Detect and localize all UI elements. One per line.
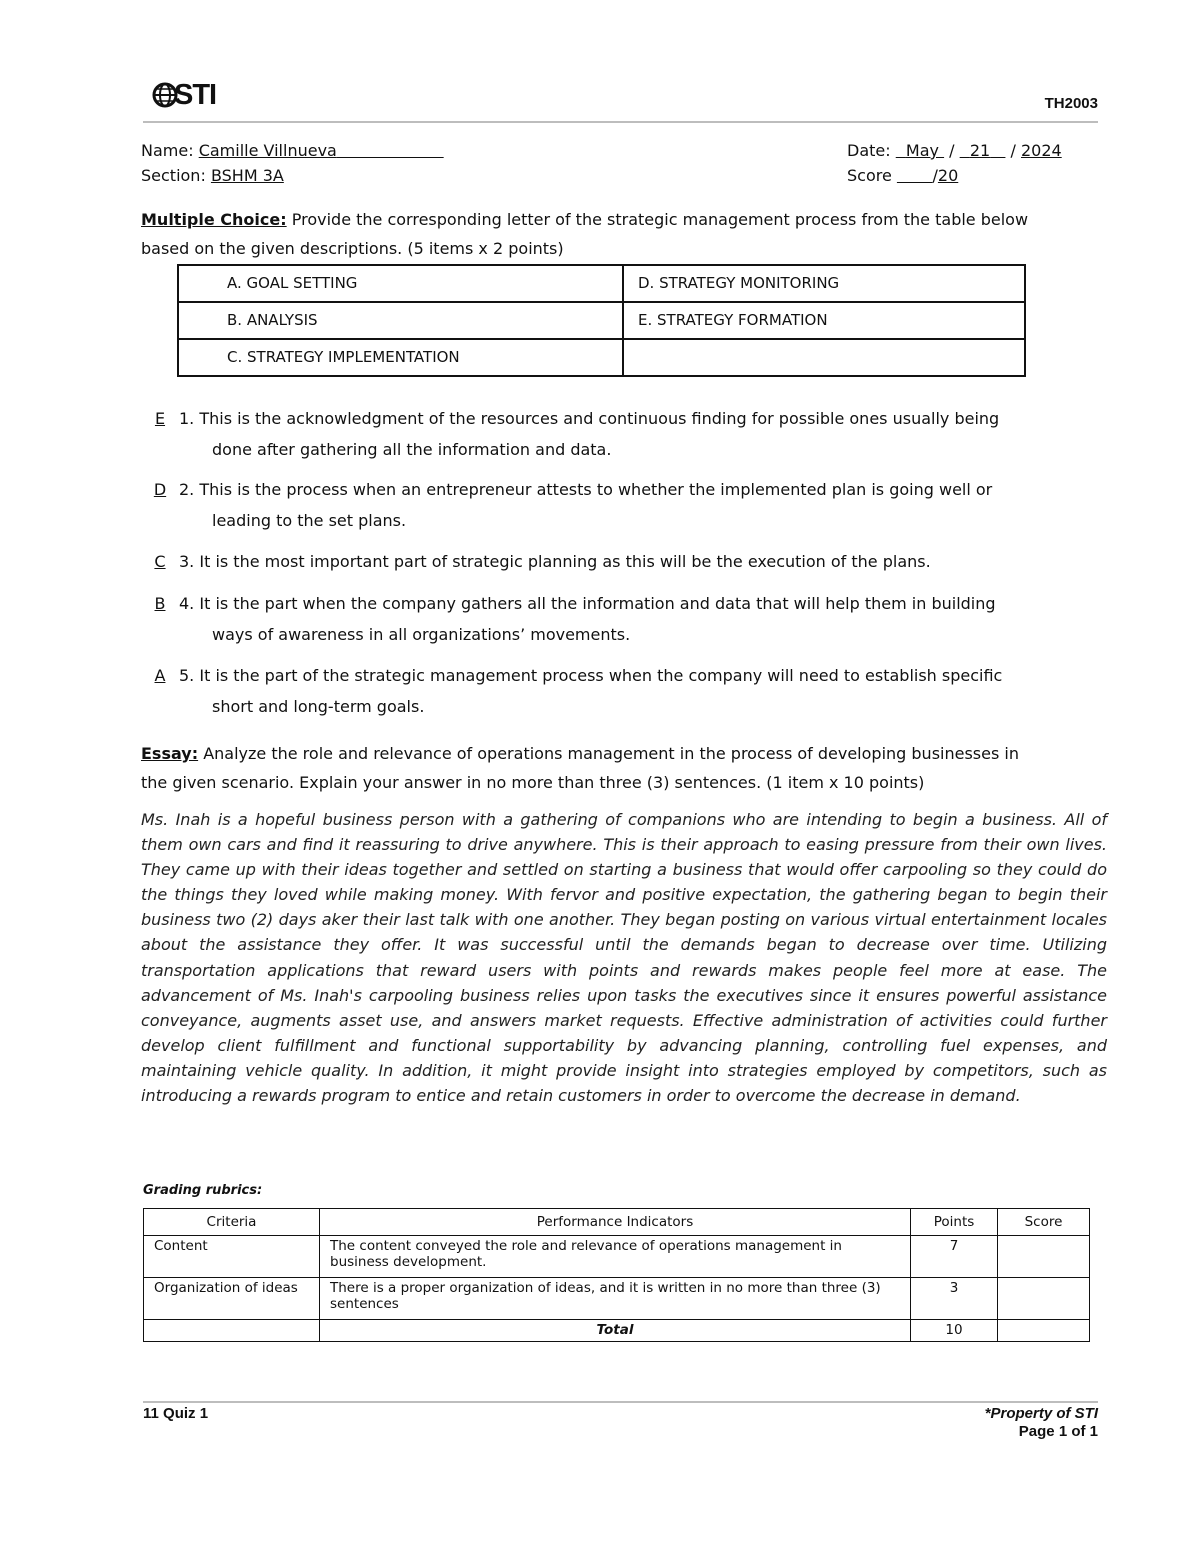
essay-instruction-1: Analyze the role and relevance of operations management in the process of developing businesses in <box>203 744 1019 763</box>
question-number: 1. <box>179 409 195 428</box>
rubric-total-points: 10 <box>911 1320 998 1342</box>
question-1 <box>141 403 1101 465</box>
rubric-total-label: Total <box>320 1320 911 1342</box>
rubric-label: Grading rubrics: <box>143 1183 263 1198</box>
table-row <box>178 302 1025 339</box>
score-blank <box>897 166 933 185</box>
section-value: BSHM 3A <box>210 166 284 185</box>
answer-2: D <box>153 480 167 499</box>
rubric-points: 3 <box>911 1278 998 1320</box>
rubric-total-row <box>144 1320 1090 1342</box>
rubric-score <box>998 1236 1090 1278</box>
essay-answer: Ms. Inah is a hopeful business person with a gathering of companions who are intending to begin a business. All of them own cars and find it reassuring to drive anywhere. This is their approach to easing pressure from their own lives. They came up with their ideas together and settled on starting a business that would offer carpooling so they could do the things they loved while making money. With fervor and positive expectation, the gathering began to begin their business two (2) days aker their last talk with one another. They began posting on various virtual entertainment locales about the assistance they offer. It was successful until the demands began to decrease over time. Utilizing transportation applications that reward users with points and rewards makes people feel more at ease. The advancement of Ms. Inah's carpooling business relies upon tasks the executives since it ensures powerful assistance conveyance, augments asset use, and answers market requests. Effective administration of activities could further develop client fulfillment and functional supportability by advancing planning, controlling fuel expenses, and maintaining vehicle quality. In addition, it might provide insight into strategies employed by competitors, such as introducing a rewards program to entice and retain customers in order to overcome the decrease in demand. <box>141 810 1107 1106</box>
footer-property: *Property of STI <box>984 1405 1098 1422</box>
option-c: C. STRATEGY IMPLEMENTATION <box>178 339 623 376</box>
rubric-total-empty <box>144 1320 320 1342</box>
answer-4: B <box>154 594 166 613</box>
multiple-choice-heading: Multiple Choice: <box>141 210 287 229</box>
question-text: This is the acknowledgment of the resources and continuous finding for possible ones usually being <box>199 409 1000 428</box>
date-label: Date: <box>847 141 891 160</box>
question-text: It is the part when the company gathers all the information and data that will help them in building <box>199 594 996 613</box>
footer-right <box>985 1405 1098 1441</box>
score-line: Score /20 <box>847 166 959 185</box>
question-text: This is the process when an entrepreneur attests to whether the implemented plan is going well or <box>199 480 993 499</box>
question-text-cont: short and long-term goals. <box>212 697 425 716</box>
question-4 <box>141 588 1101 650</box>
answer-5: A <box>154 666 166 685</box>
section-label: Section: <box>141 166 206 185</box>
rubric-table <box>143 1208 1090 1342</box>
name-line <box>141 141 444 161</box>
header-divider <box>143 121 1098 123</box>
name-label: Name: <box>141 141 194 160</box>
logo-text: STI <box>174 79 217 111</box>
question-3 <box>141 546 1101 577</box>
document-code: TH2003 <box>1044 95 1098 112</box>
question-2 <box>141 474 1101 536</box>
question-number: 3. <box>179 552 195 571</box>
footer-page-number: Page 1 of 1 <box>1018 1423 1098 1440</box>
question-number: 5. <box>179 666 195 685</box>
date-year: 2024 <box>1021 141 1062 160</box>
rubric-header-criteria: Criteria <box>144 1209 320 1236</box>
date-month: May <box>905 141 939 160</box>
table-row <box>178 339 1025 376</box>
multiple-choice-instruction-1: Provide the corresponding letter of the strategic management process from the table below <box>291 210 1029 229</box>
rubric-score <box>998 1278 1090 1320</box>
rubric-criteria: Content <box>144 1236 320 1278</box>
sti-logo <box>152 78 232 112</box>
question-number: 2. <box>179 480 195 499</box>
question-text-cont: leading to the set plans. <box>212 511 407 530</box>
table-row <box>144 1236 1090 1278</box>
multiple-choice-instruction-2: based on the given descriptions. (5 items x 2 points) <box>141 239 564 258</box>
options-table <box>177 264 1026 377</box>
rubric-header-points: Points <box>911 1209 998 1236</box>
section-line <box>141 166 284 186</box>
question-number: 4. <box>179 594 195 613</box>
essay-instructions <box>141 739 1121 797</box>
table-row <box>144 1278 1090 1320</box>
name-value: Camille Villnueva <box>198 141 337 160</box>
table-row <box>178 265 1025 302</box>
option-d: D. STRATEGY MONITORING <box>623 265 1025 302</box>
score-label: Score <box>847 166 892 185</box>
question-text: It is the most important part of strategic planning as this will be the execution of the plans. <box>199 552 931 571</box>
essay-instruction-2: the given scenario. Explain your answer in no more than three (3) sentences. (1 item x 10 points) <box>141 773 925 792</box>
score-total: 20 <box>937 166 959 185</box>
multiple-choice-instructions <box>141 205 1121 263</box>
date-line: Date: May / 21 / 2024 <box>847 141 1062 160</box>
question-text-cont: done after gathering all the information and data. <box>212 440 612 459</box>
option-e: E. STRATEGY FORMATION <box>623 302 1025 339</box>
question-text-cont: ways of awareness in all organizations’ movements. <box>212 625 631 644</box>
rubric-header-row <box>144 1209 1090 1236</box>
option-b: B. ANALYSIS <box>178 302 623 339</box>
footer-quiz-label: 11 Quiz 1 <box>143 1405 209 1422</box>
rubric-header-score: Score <box>998 1209 1090 1236</box>
question-5 <box>141 660 1101 722</box>
rubric-indicator: The content conveyed the role and relevance of operations management in business development. <box>320 1236 911 1278</box>
footer-divider <box>143 1401 1098 1403</box>
option-a: A. GOAL SETTING <box>178 265 623 302</box>
answer-1: E <box>154 409 166 428</box>
answer-3: C <box>154 552 166 571</box>
question-text: It is the part of the strategic management process when the company will need to establish specific <box>199 666 1003 685</box>
rubric-criteria: Organization of ideas <box>144 1278 320 1320</box>
rubric-indicator: There is a proper organization of ideas, and it is written in no more than three (3) sentences <box>320 1278 911 1320</box>
essay-heading: Essay: <box>141 744 199 763</box>
rubric-total-score <box>998 1320 1090 1342</box>
rubric-header-indicators: Performance Indicators <box>320 1209 911 1236</box>
date-day: 21 <box>969 141 991 160</box>
option-empty <box>623 339 1025 376</box>
rubric-points: 7 <box>911 1236 998 1278</box>
